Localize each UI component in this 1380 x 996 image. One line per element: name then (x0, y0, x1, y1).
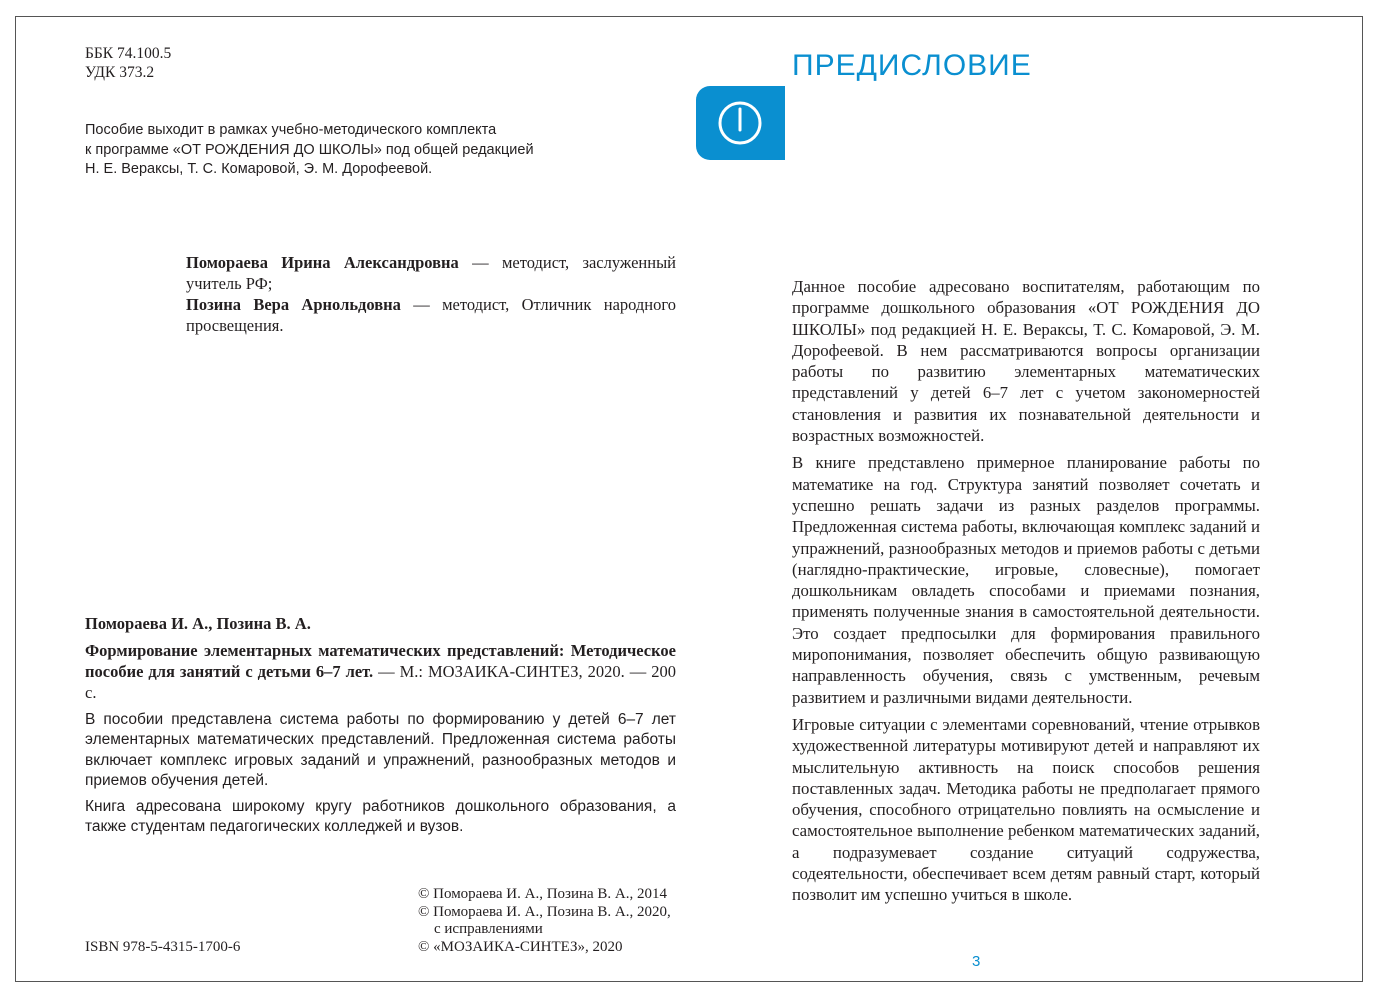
annotation-paragraph: В пособии представлена система работы по формированию у детей 6–7 лет элементарных математических представлений. Предложенная система работы включает комплекс игровых заданий и упражнений, разнообразных методов и приемов обучения детей. (85, 711, 676, 789)
preface-paragraph: Игровые ситуации с элементами соревнований, чтение отрывков художественной литературы мотивируют детей и направляют их мыслительную активность на поиск способов решения поставленных задач. Методика работы не предполагает прямого обучения, способного отрицательно повлиять на осмысление и самостоятельное выполнение ребенком математических заданий, а подразумевает создание ситуаций содружества, содеятельности, обеспечивает всем детям равный старт, который позволит им успешно учиться в школе. (792, 714, 1260, 905)
author-name: Позина Вера Арнольдовна (186, 295, 401, 314)
chapter-badge (696, 86, 785, 160)
copyright-block (418, 886, 671, 956)
bbk-code: ББК 74.100.5 (85, 45, 172, 62)
publisher-info: — М.: МОЗАИКА-СИНТЕЗ, 2020. — 200 с. (85, 662, 676, 702)
udk-code: УДК 373.2 (85, 64, 155, 81)
author-name: Помораева Ирина Александровна (186, 253, 459, 272)
copyright-line: с исправлениями (434, 921, 543, 937)
preface-paragraph: В книге представлено примерное планирование работы по математике на год. Структура занятий позволяет сочетать и успешно решать задачи из разных разделов программы. Предложенная система работы, включающая комплекс заданий и упражнений, разнообразных методов и приемов работы с детьми (наглядно-практические, игровые, словесные), помогает дошкольникам овладеть способами и приемами познания, применять полученные знания в самостоятельной деятельности. Это создает предпосылки для формирования правильного миропонимания, позволяет обеспечить общую развивающую направленность обучения, связь с умственным, речевым развитием и различными видами деятельности. (792, 453, 1260, 707)
annotation-paragraph: Книга адресована широкому кругу работников дошкольного образования, а также студентам педагогических колледжей и вузов. (85, 798, 676, 836)
author-role: — методист, Отличник народного просвещения. (186, 295, 676, 335)
preface-paragraph: Данное пособие адресовано воспитателям, работающим по программе дошкольного образования «ОТ РОЖДЕНИЯ ДО ШКОЛЫ» под редакцией Н. Е. Вераксы, Т. С. Комаровой, Э. М. Дорофеевой. В нем рассматриваются вопросы организации работы по развитию элементарных математических представлений у детей 6–7 лет с учетом закономерностей становления и развития их познавательной деятельности и возрастных возможностей. (792, 277, 1260, 446)
series-note-line: Н. Е. Вераксы, Т. С. Комаровой, Э. М. Дорофеевой. (85, 161, 433, 177)
copyright-line: © «МОЗАИКА-СИНТЕЗ», 2020 (418, 938, 623, 955)
preface-text (792, 276, 1260, 912)
author-role: — методист, заслуженный учитель РФ; (186, 253, 676, 293)
section-heading: ПРЕДИСЛОВИЕ (792, 49, 1032, 82)
series-note-line: к программе «ОТ РОЖДЕНИЯ ДО ШКОЛЫ» под общей редакцией (85, 141, 534, 158)
page-number: 3 (972, 953, 981, 970)
bibliographic-record (85, 613, 676, 838)
series-note-line: Пособие выходит в рамках учебно-методического комплекта (85, 122, 497, 138)
series-note (85, 121, 534, 180)
authors-block (186, 252, 676, 336)
power-icon (696, 86, 785, 160)
copyright-line: © Помораева И. А., Позина В. А., 2020, (418, 903, 671, 920)
bibliography-description (85, 640, 676, 703)
classification-codes (85, 44, 171, 82)
author-entry (186, 294, 676, 336)
book-title: Формирование элементарных математических представлений: Методическое пособие для занятий с детьми 6–7 лет. (85, 641, 676, 681)
bibliography-authors: Помораева И. А., Позина В. А. (85, 614, 311, 633)
author-entry (186, 252, 676, 294)
isbn: ISBN 978-5-4315-1700-6 (85, 939, 241, 955)
copyright-line: © Помораева И. А., Позина В. А., 2014 (418, 886, 668, 902)
